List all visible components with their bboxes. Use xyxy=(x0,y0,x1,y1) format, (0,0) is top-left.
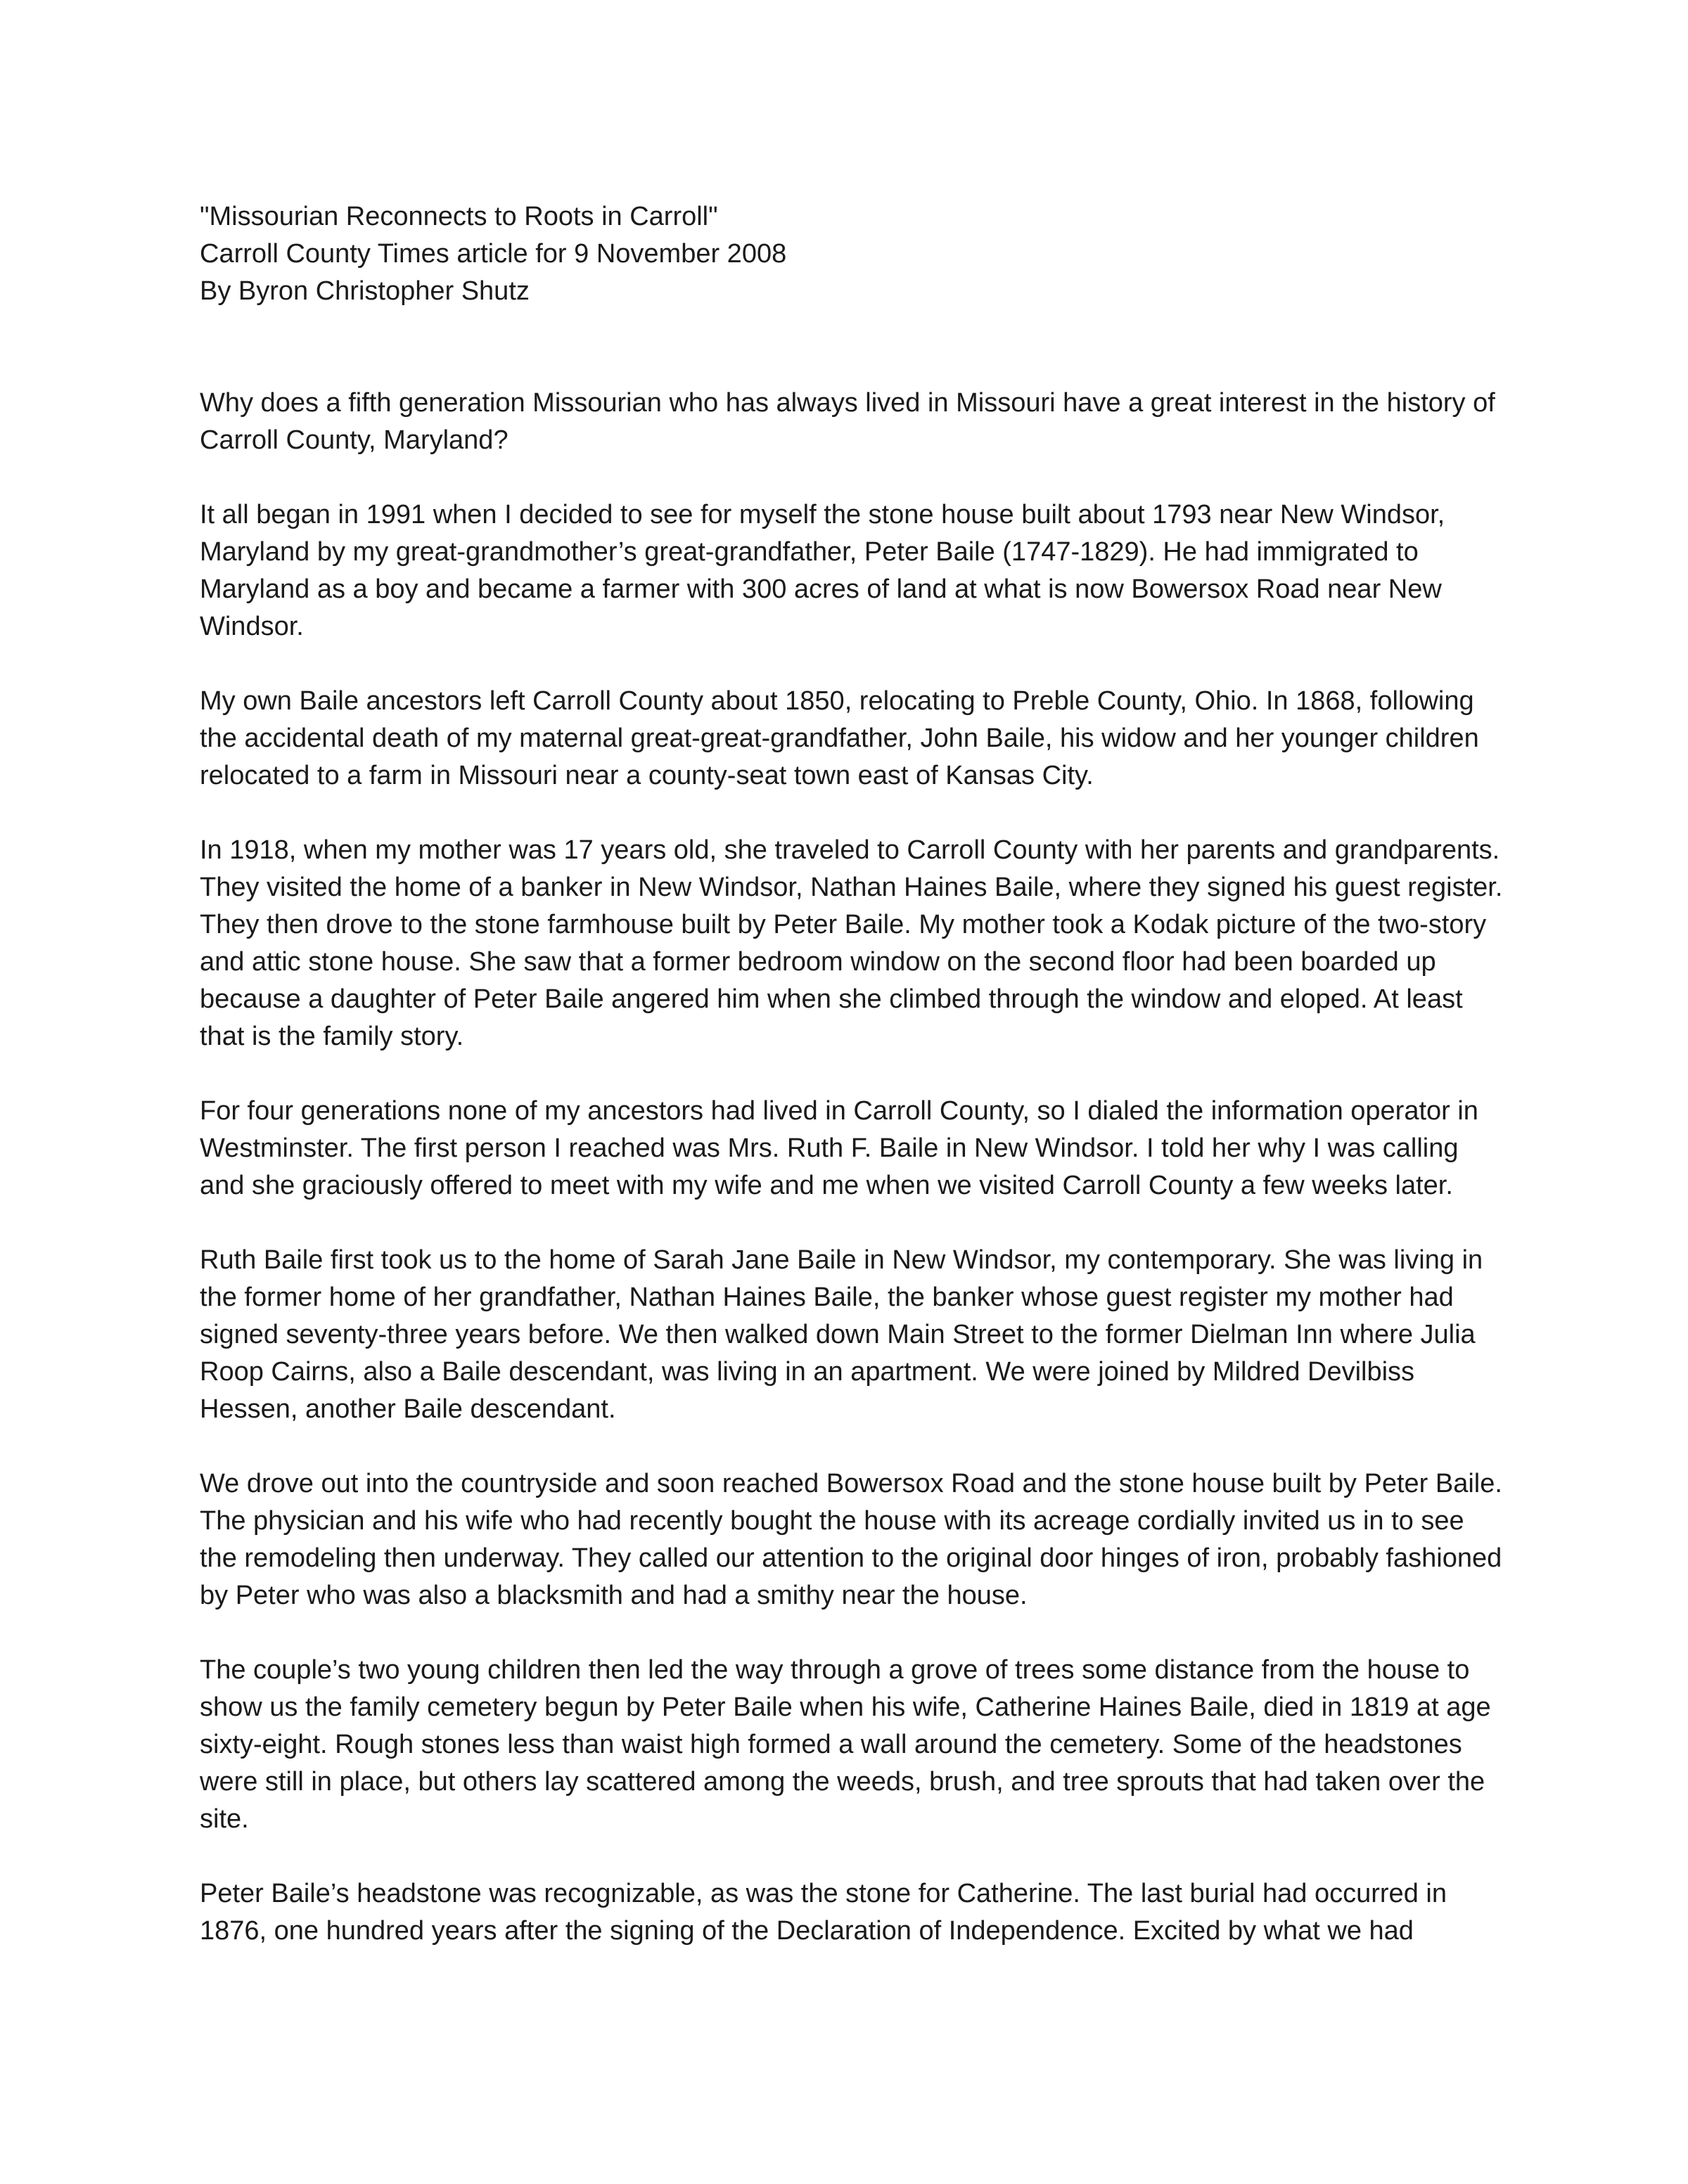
paragraph-3: My own Baile ancestors left Carroll County about 1850, relocating to Preble County, Ohio. In 1868, following the accidental death of my maternal great-great-grandfather, John Baile, his widow and her younger children relocated to a farm in Missouri near a county-seat town east of Kansas City. xyxy=(200,686,1479,790)
byline: By Byron Christopher Shutz xyxy=(200,276,530,306)
paragraph-1: Why does a fifth generation Missourian who has always lived in Missouri have a great interest in the history of Carroll County, Maryland? xyxy=(200,388,1495,455)
paragraph-5: For four generations none of my ancestors had lived in Carroll County, so I dialed the information operator in Westminster. The first person I reached was Mrs. Ruth F. Baile in New Windsor. I told her why I was calling and she graciously offered to meet with my wife and me when we visited Carroll County a few weeks later. xyxy=(200,1096,1478,1200)
article-title: "Missourian Reconnects to Roots in Carroll" xyxy=(200,202,718,231)
paragraph-4: In 1918, when my mother was 17 years old, she traveled to Carroll County with her parents and grandparents. They visited the home of a banker in New Windsor, Nathan Haines Baile, where they signed his guest register. They then drove to the stone farmhouse built by Peter Baile. My mother took a Kodak picture of the two-story and attic stone house. She saw that a former bedroom window on the second floor had been boarded up because a daughter of Peter Baile angered him when she climbed through the window and eloped. At least that is the family story. xyxy=(200,835,1503,1051)
paragraph-2: It all began in 1991 when I decided to see for myself the stone house built about 1793 near New Windsor, Maryland by my great-grandmother’s great-grandfather, Peter Baile (1747-1829). He had immigrated to Maryland as a boy and became a farmer with 300 acres of land at what is now Bowersox Road near New Windsor. xyxy=(200,500,1445,641)
article-header xyxy=(200,198,1508,310)
article-body xyxy=(200,198,1508,1950)
paragraph-8: The couple’s two young children then led the way through a grove of trees some distance from the house to show us the family cemetery begun by Peter Baile when his wife, Catherine Haines Baile, died in 1819 at age sixty-eight. Rough stones less than waist high formed a wall around the cemetery. Some of the headstones were still in place, but others lay scattered among the weeds, brush, and tree sprouts that had taken over the site. xyxy=(200,1655,1491,1834)
publication-line: Carroll County Times article for 9 November 2008 xyxy=(200,239,787,269)
paragraph-9: Peter Baile’s headstone was recognizable, as was the stone for Catherine. The last burial had occurred in 1876, one hundred years after the signing of the Declaration of Independence. Excited by what we had xyxy=(200,1879,1447,1946)
paragraph-6: Ruth Baile first took us to the home of Sarah Jane Baile in New Windsor, my contemporary. She was living in the former home of her grandfather, Nathan Haines Baile, the banker whose guest register my mother had signed seventy-three years before. We then walked down Main Street to the former Dielman Inn where Julia Roop Cairns, also a Baile descendant, was living in an apartment. We were joined by Mildred Devilbiss Hessen, another Baile descendant. xyxy=(200,1245,1483,1424)
paragraph-7: We drove out into the countryside and soon reached Bowersox Road and the stone house built by Peter Baile. The physician and his wife who had recently bought the house with its acreage cordially invited us in to see the remodeling then underway. They called our attention to the original door hinges of iron, probably fashioned by Peter who was also a blacksmith and had a smithy near the house. xyxy=(200,1469,1502,1610)
